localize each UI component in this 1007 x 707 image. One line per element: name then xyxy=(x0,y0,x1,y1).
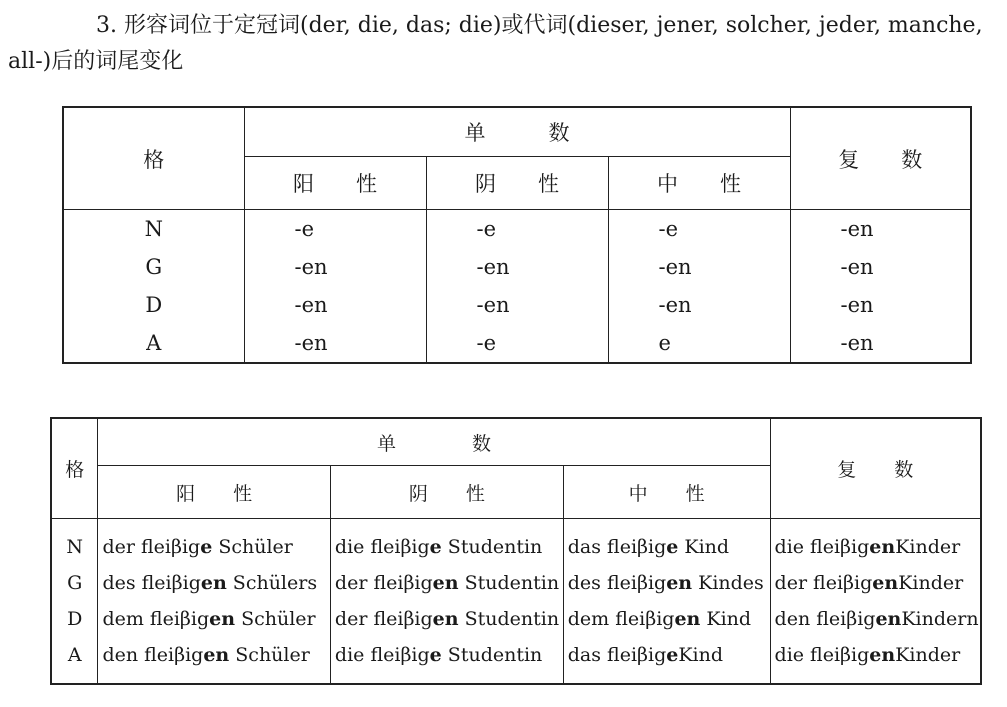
plural-header: 复 数 xyxy=(770,418,981,519)
example-stem: dem fleiβig xyxy=(567,608,675,630)
masc-example xyxy=(98,565,330,601)
masc-example xyxy=(98,601,330,637)
case-cell: G xyxy=(145,255,163,279)
example-ending: e xyxy=(666,536,679,558)
plural-ending: -en xyxy=(790,210,971,249)
singular-header: 单 数 xyxy=(244,107,790,157)
neut-example xyxy=(563,601,770,637)
masc-example xyxy=(98,637,330,684)
table-row xyxy=(63,248,971,286)
example-stem: die fleiβig xyxy=(334,536,430,558)
example-noun: Kinder xyxy=(895,644,961,666)
feminine-header: 阴 性 xyxy=(330,466,563,519)
table-row xyxy=(63,286,971,324)
ending-table xyxy=(62,106,972,364)
case-cell: A xyxy=(146,331,162,355)
example-ending: en xyxy=(666,572,693,594)
example-stem: das fleiβig xyxy=(567,644,667,666)
example-noun: Kind xyxy=(700,608,752,630)
table-row xyxy=(63,210,971,249)
example-ending: e xyxy=(429,536,442,558)
case-cell: N xyxy=(63,210,244,249)
fem-ending: -e xyxy=(426,324,608,363)
table-row xyxy=(51,519,981,566)
fem-example xyxy=(330,637,563,684)
plural-example xyxy=(770,637,981,684)
example-ending: en xyxy=(869,644,896,666)
fem-ending: -e xyxy=(426,210,608,249)
example-noun: Schüler xyxy=(229,644,310,666)
masculine-header: 阳 性 xyxy=(98,466,330,519)
singular-header: 单 数 xyxy=(98,418,770,466)
example-stem: der fleiβig xyxy=(774,572,873,594)
example-stem: der fleiβig xyxy=(102,536,201,558)
heading-text: 3. 形容词位于定冠词(der, die, das; die)或代词(dieser, jener, solcher, jeder, manche, all-)后的词尾变化 xyxy=(8,13,983,74)
fem-example xyxy=(330,519,563,566)
fem-ending: -en xyxy=(426,248,608,286)
example-noun: Kinder xyxy=(898,572,964,594)
plural-header: 复 数 xyxy=(790,107,971,210)
feminine-header: 阴 性 xyxy=(426,157,608,210)
example-stem: die fleiβig xyxy=(774,644,870,666)
neut-ending: -en xyxy=(608,286,790,324)
example-ending: en xyxy=(432,608,459,630)
case-cell: G xyxy=(67,572,83,594)
example-noun: Schüler xyxy=(212,536,293,558)
table-row xyxy=(63,324,971,363)
neuter-header: 中 性 xyxy=(563,466,770,519)
masc-example xyxy=(98,519,330,566)
example-noun: Kind xyxy=(678,644,724,666)
plural-example xyxy=(770,601,981,637)
example-noun: Kinder xyxy=(895,536,961,558)
example-noun: Kindes xyxy=(692,572,764,594)
example-table xyxy=(50,417,982,685)
masc-ending: -e xyxy=(244,210,426,249)
example-stem: des fleiβig xyxy=(567,572,667,594)
example-ending: en xyxy=(869,536,896,558)
case-header: 格 xyxy=(65,459,85,481)
case-cell: N xyxy=(51,519,98,566)
example-noun: Schülers xyxy=(226,572,318,594)
example-stem: dem fleiβig xyxy=(102,608,210,630)
masculine-header: 阳 性 xyxy=(244,157,426,210)
fem-example xyxy=(330,565,563,601)
example-stem: den fleiβig xyxy=(774,608,876,630)
masc-ending: -en xyxy=(244,324,426,363)
table-row xyxy=(51,637,981,684)
table-row xyxy=(51,601,981,637)
neuter-header: 中 性 xyxy=(608,157,790,210)
example-ending: en xyxy=(872,572,899,594)
fem-example xyxy=(330,601,563,637)
plural-example xyxy=(770,519,981,566)
example-stem: die fleiβig xyxy=(334,644,430,666)
example-ending: en xyxy=(203,644,230,666)
example-noun: Studentin xyxy=(458,572,560,594)
example-stem: das fleiβig xyxy=(567,536,667,558)
example-ending: e xyxy=(429,644,442,666)
case-cell: D xyxy=(145,293,163,317)
example-ending: e xyxy=(666,644,679,666)
example-ending: en xyxy=(209,608,236,630)
fem-ending: -en xyxy=(426,286,608,324)
table-row xyxy=(51,565,981,601)
plural-example xyxy=(770,565,981,601)
plural-ending: -en xyxy=(790,248,971,286)
example-ending: e xyxy=(200,536,213,558)
example-noun: Kindern xyxy=(901,608,979,630)
example-stem: den fleiβig xyxy=(102,644,204,666)
case-cell: D xyxy=(67,608,83,630)
example-noun: Schüler xyxy=(235,608,316,630)
example-ending: en xyxy=(875,608,902,630)
example-noun: Kind xyxy=(678,536,730,558)
masc-ending: -en xyxy=(244,286,426,324)
example-noun: Studentin xyxy=(458,608,560,630)
neut-example xyxy=(563,637,770,684)
example-ending: en xyxy=(200,572,227,594)
example-ending: en xyxy=(674,608,701,630)
example-noun: Studentin xyxy=(441,536,543,558)
example-stem: der fleiβig xyxy=(334,608,433,630)
neut-ending: -e xyxy=(608,210,790,249)
case-header: 格 xyxy=(143,147,165,172)
example-stem: der fleiβig xyxy=(334,572,433,594)
example-stem: die fleiβig xyxy=(774,536,870,558)
neut-example xyxy=(563,565,770,601)
example-stem: des fleiβig xyxy=(102,572,201,594)
section-heading xyxy=(8,8,1003,80)
neut-ending: e xyxy=(608,324,790,363)
masc-ending: -en xyxy=(244,248,426,286)
neut-example xyxy=(563,519,770,566)
plural-ending: -en xyxy=(790,324,971,363)
case-cell: A xyxy=(67,644,82,666)
neut-ending: -en xyxy=(608,248,790,286)
example-ending: en xyxy=(432,572,459,594)
example-noun: Studentin xyxy=(441,644,543,666)
plural-ending: -en xyxy=(790,286,971,324)
